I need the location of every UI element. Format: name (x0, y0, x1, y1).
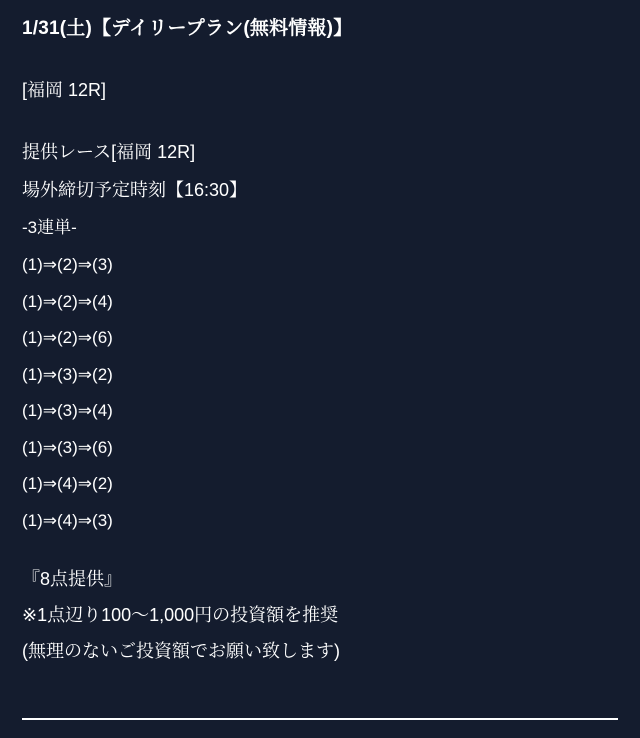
list-item: (1)⇒(3)⇒(6) (22, 437, 113, 457)
request-note: (無理のないご投資額でお願い致します) (22, 641, 340, 661)
venue-header: [福岡 12R] (22, 80, 107, 100)
footer-notes (22, 561, 618, 669)
list-item: (1)⇒(4)⇒(3) (22, 510, 113, 530)
points-note: 『8点提供』 (22, 569, 123, 589)
bet-list (22, 247, 618, 539)
list-item: (1)⇒(3)⇒(2) (22, 364, 113, 384)
list-item: (1)⇒(3)⇒(4) (22, 401, 113, 420)
list-item: (1)⇒(4)⇒(2) (22, 474, 113, 493)
title-spacer (22, 44, 618, 71)
deadline-time: 場外締切予定時刻【16:30】 (22, 180, 248, 200)
list-item: (1)⇒(2)⇒(4) (22, 291, 113, 311)
page-title: 1/31(土)【デイリープラン(無料情報)】 (22, 18, 353, 39)
header-spacer (22, 109, 618, 133)
list-item: (1)⇒(2)⇒(6) (22, 328, 113, 347)
list-item: (1)⇒(2)⇒(3) (22, 255, 113, 274)
race-info: 提供レース[福岡 12R] (22, 142, 196, 162)
bet-type-label: -3連単- (22, 218, 77, 237)
bottom-divider (22, 718, 618, 720)
investment-note: ※1点辺り100〜1,000円の投資額を推奨 (22, 605, 339, 625)
